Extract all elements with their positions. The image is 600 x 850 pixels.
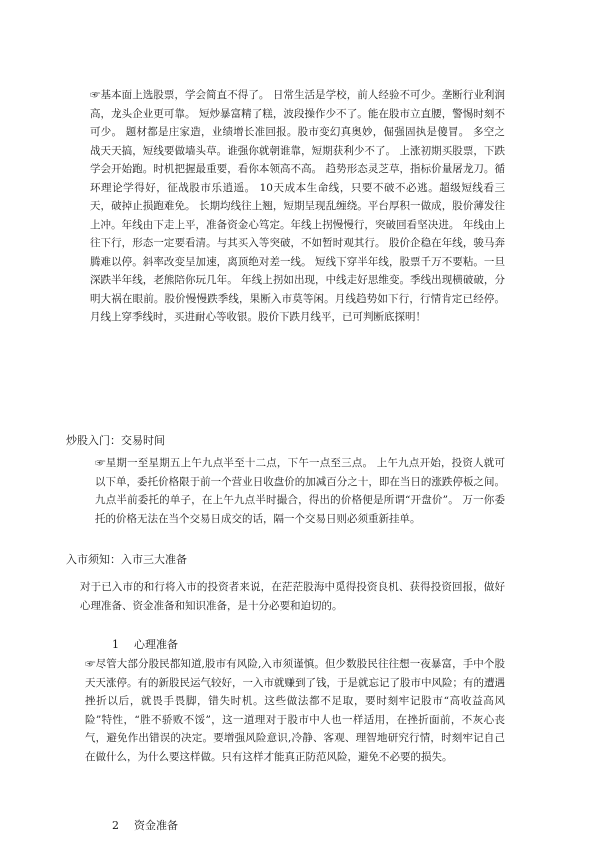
subsection-number: 1	[112, 638, 119, 651]
psychological-prep-heading	[112, 637, 178, 653]
funding-prep-heading	[112, 818, 178, 834]
trading-hours-paragraph: ☞星期一至星期五上午九点半至十二点，下午一点至三点。 上午九点开始，投资人就可以下单，委托价格限于前一个营业日收盘价的加减百分之十，即在当日的涨跌停板之间。九点半前委托的单子，在上午九点半时撮合，得出的价格便是所谓“开盘价”。 万一你委托的价格无法在当个交易日成交的话，隔一个交易日则必须重新挂单。	[95, 457, 505, 525]
trading-hours-heading: 炒股入门：交易时间	[66, 434, 165, 447]
stock-rhyme-paragraph: ☞基本面上选股票，学会简直不得了。 日常生活是学校，前人经验不可少。垄断行业利润高，龙头企业更可靠。 短炒暴富精了糕，波段操作少不了。能在股市立直腰，警惕时刻不可少。 题材都是庄家造，业绩增长准回报。股市变幻真奥妙，倔强固执是傻冒。 多空之战天天搞，短线要做墙头草。谁强你就朝谁靠，短期获利少不了。 上涨初期买股票，下跌学会开始跑。时机把握最重要，看你本领高不高。 趋势形态灵芝草，指标价量屠龙刀。循环理论学得好，征战股市乐逍遥。 10天成本生命线，只要不破不必逃。超级短线看三天，破掉止损跑难免。 长期均线往上翘，短期呈现乱缠绕。平台厚积一做成，股价薄发往上冲。年线由下走上平，准备资金心笃定。年线上拐慢慢行，突破回看坚决进。 年线由上往下行，形态一定要看清。与其买入等突破，不如暂时观其行。 股价企稳在年线，骏马奔腾难以停。斜率改变呈加速，离顶绝对差一线。 短线下穿半年线，股票千万不要粘。一旦深跌半年线，老熊陪你玩几年。 年线上拐如出现，中线走好思维变。季线出现横破破，分明大祸在眼前。股价慢慢跌季线，果断入市莫等闲。月线趋势如下行，行情肯定已经停。 月线上穿季线时，买进耐心等收银。股价下跌月线平，已可判断底探明！	[90, 89, 505, 323]
subsection-number: 2	[112, 819, 119, 832]
market-entry-intro: 对于已入市的和行将入市的投资者来说，在茫茫股海中觅得投资良机、获得投资回报，做好心理准备、资金准备和知识准备，是十分必要和迫切的。	[80, 581, 505, 612]
psychological-prep-paragraph: ☞尽管大部分股民都知道,股市有风险,入市须谨慎。但少数股民往往想一夜暴富，手中个股天天涨停。有的新股民运气较好，一入市就赚到了钱，于是就忘记了股市中风险；有的遭遇挫折以后，就畏手畏脚，错失时机。这些做法都不足取，要时刻牢记股市“高收益高风险”特性，“胜不骄败不馁”，这一道理对于股市中人也一样适用，在挫折面前，不灰心丧气，避免作出错误的决定。要增强风险意识,冷静、客观、理智地研究行情，时刻牢记自己在做什么，为什么要这样做。只有这样才能真正防范风险，避免不必要的损失。	[85, 658, 505, 763]
market-entry-heading: 入市须知：入市三大准备	[66, 553, 187, 566]
subsection-title: 心理准备	[134, 638, 178, 651]
subsection-title: 资金准备	[134, 819, 178, 832]
